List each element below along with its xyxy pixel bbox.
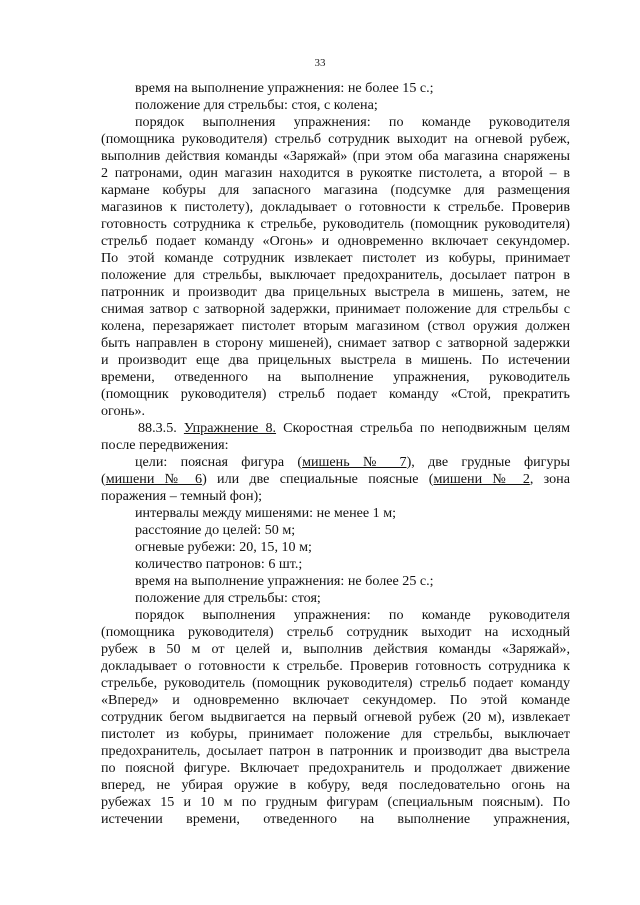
text-line: интервалы между мишенями: не менее 1 м; bbox=[135, 505, 397, 521]
page-number: 33 bbox=[314, 57, 326, 69]
text-line: огневые рубежи: 20, 15, 10 м; bbox=[135, 539, 312, 555]
text-line: готовность сотрудника к стрельбе, руководитель (помощник руководителя) bbox=[101, 216, 570, 232]
text-line: истечении времени, отведенного на выполнение упражнения, bbox=[101, 811, 570, 827]
text-line bbox=[101, 454, 570, 471]
text-line: (помощника руководителя) стрельб сотрудник выходит на исходный bbox=[101, 624, 570, 640]
text-fragment: ( bbox=[101, 471, 106, 487]
text-fragment: , зона bbox=[529, 471, 570, 487]
text-line: расстояние до целей: 50 м; bbox=[135, 522, 296, 538]
body-text bbox=[101, 80, 570, 828]
text-line: выполнив действия команды «Заряжай» (при этом оба магазина снаряжены bbox=[101, 148, 570, 164]
exercise-title: Упражнение 8. bbox=[183, 420, 277, 436]
text-line bbox=[101, 471, 570, 488]
text-line: магазинов к пистолету), докладывает о готовности к стрельбе. Проверив bbox=[101, 199, 570, 215]
text-line: после передвижения: bbox=[101, 437, 229, 453]
text-line: время на выполнение упражнения: не более 25 с.; bbox=[135, 573, 434, 589]
text-line: (помощник руководителя) стрельб подает команду «Стой, прекратить bbox=[101, 386, 570, 402]
target-ref: мишени № 2 bbox=[433, 471, 530, 487]
text-fragment: цели: поясная фигура ( bbox=[135, 454, 303, 470]
text-fragment: ) или две специальные поясные ( bbox=[202, 471, 434, 487]
text-line: времени, отведенного на выполнение упражнения, руководитель bbox=[101, 369, 570, 385]
text-line: рубежах 15 и 10 м по грудным фигурам (специальным поясным). По bbox=[101, 794, 570, 810]
text-line: сотрудник бегом выдвигается на первый огневой рубеж (20 м), извлекает bbox=[101, 709, 570, 725]
text-line: поражения – темный фон); bbox=[101, 488, 263, 504]
text-line: положение для стрельбы: стоя; bbox=[135, 590, 321, 606]
text-fragment: ), две грудные фигуры bbox=[406, 454, 570, 470]
target-ref: мишени № 6 bbox=[105, 471, 203, 487]
text-line: стрельбе, руководитель (помощник руководителя) стрельб подает команду bbox=[101, 675, 570, 691]
text-line: и производит еще два прицельных выстрела в мишень. По истечении bbox=[101, 352, 570, 368]
text-line: стрельб подает команду «Огонь» и одновременно включает секундомер. bbox=[101, 233, 570, 249]
text-line: снимая затвор с затворной задержки, принимает положение для стрельбы с bbox=[101, 301, 570, 317]
text-line: порядок выполнения упражнения: по команде руководителя bbox=[135, 114, 570, 130]
text-line: докладывает о готовности к стрельбе. Проверив готовность сотрудника к bbox=[101, 658, 570, 674]
text-line: «Вперед» и одновременно включает секундомер. По этой команде bbox=[101, 692, 570, 708]
text-line: положение для стрельбы, выключает предохранитель, досылает патрон в bbox=[101, 267, 570, 283]
text-line: по поясной фигуре. Включает предохранитель и продолжает движение bbox=[101, 760, 570, 776]
text-line: кармане кобуры для запасного магазина (подсумке для размещения bbox=[101, 182, 570, 198]
text-line: порядок выполнения упражнения: по команде руководителя bbox=[135, 607, 570, 623]
exercise-description: Скоростная стрельба по неподвижным целям bbox=[283, 420, 570, 436]
text-line: патронник и производит два прицельных выстрела в мишень, затем, не bbox=[101, 284, 570, 300]
text-line: рубеж в 50 м от целей и, выполнив действия команды «Заряжай», bbox=[101, 641, 570, 657]
text-line: По этой команде сотрудник извлекает пистолет из кобуры, принимает bbox=[101, 250, 570, 266]
text-line: время на выполнение упражнения: не более 15 с.; bbox=[135, 80, 434, 96]
target-ref: мишень № 7 bbox=[302, 454, 407, 470]
text-line: огонь». bbox=[101, 403, 146, 419]
section-number: 88.3.5. bbox=[138, 420, 177, 436]
text-line: предохранитель, досылает патрон в патронник и производит два выстрела bbox=[101, 743, 570, 759]
text-line: количество патронов: 6 шт.; bbox=[135, 556, 303, 572]
text-line: 2 патронами, один магазин находится в рукоятке пистолета, а второй – в bbox=[101, 165, 570, 181]
text-line: положение для стрельбы: стоя, с колена; bbox=[135, 97, 378, 113]
text-line: (помощника руководителя) стрельб сотрудник выходит на огневой рубеж, bbox=[101, 131, 570, 147]
text-line: колена, перезаряжает пистолет вторым магазином (ствол оружия должен bbox=[101, 318, 570, 334]
text-line: пистолет из кобуры, принимает положение для стрельбы, выключает bbox=[101, 726, 570, 742]
section-heading-line bbox=[101, 420, 570, 437]
text-line: вперед, не убирая оружие в кобуру, ведя последовательно огонь на bbox=[101, 777, 570, 793]
text-line: быть направлен в сторону мишеней), снимает затвор с затворной задержки bbox=[101, 335, 570, 351]
